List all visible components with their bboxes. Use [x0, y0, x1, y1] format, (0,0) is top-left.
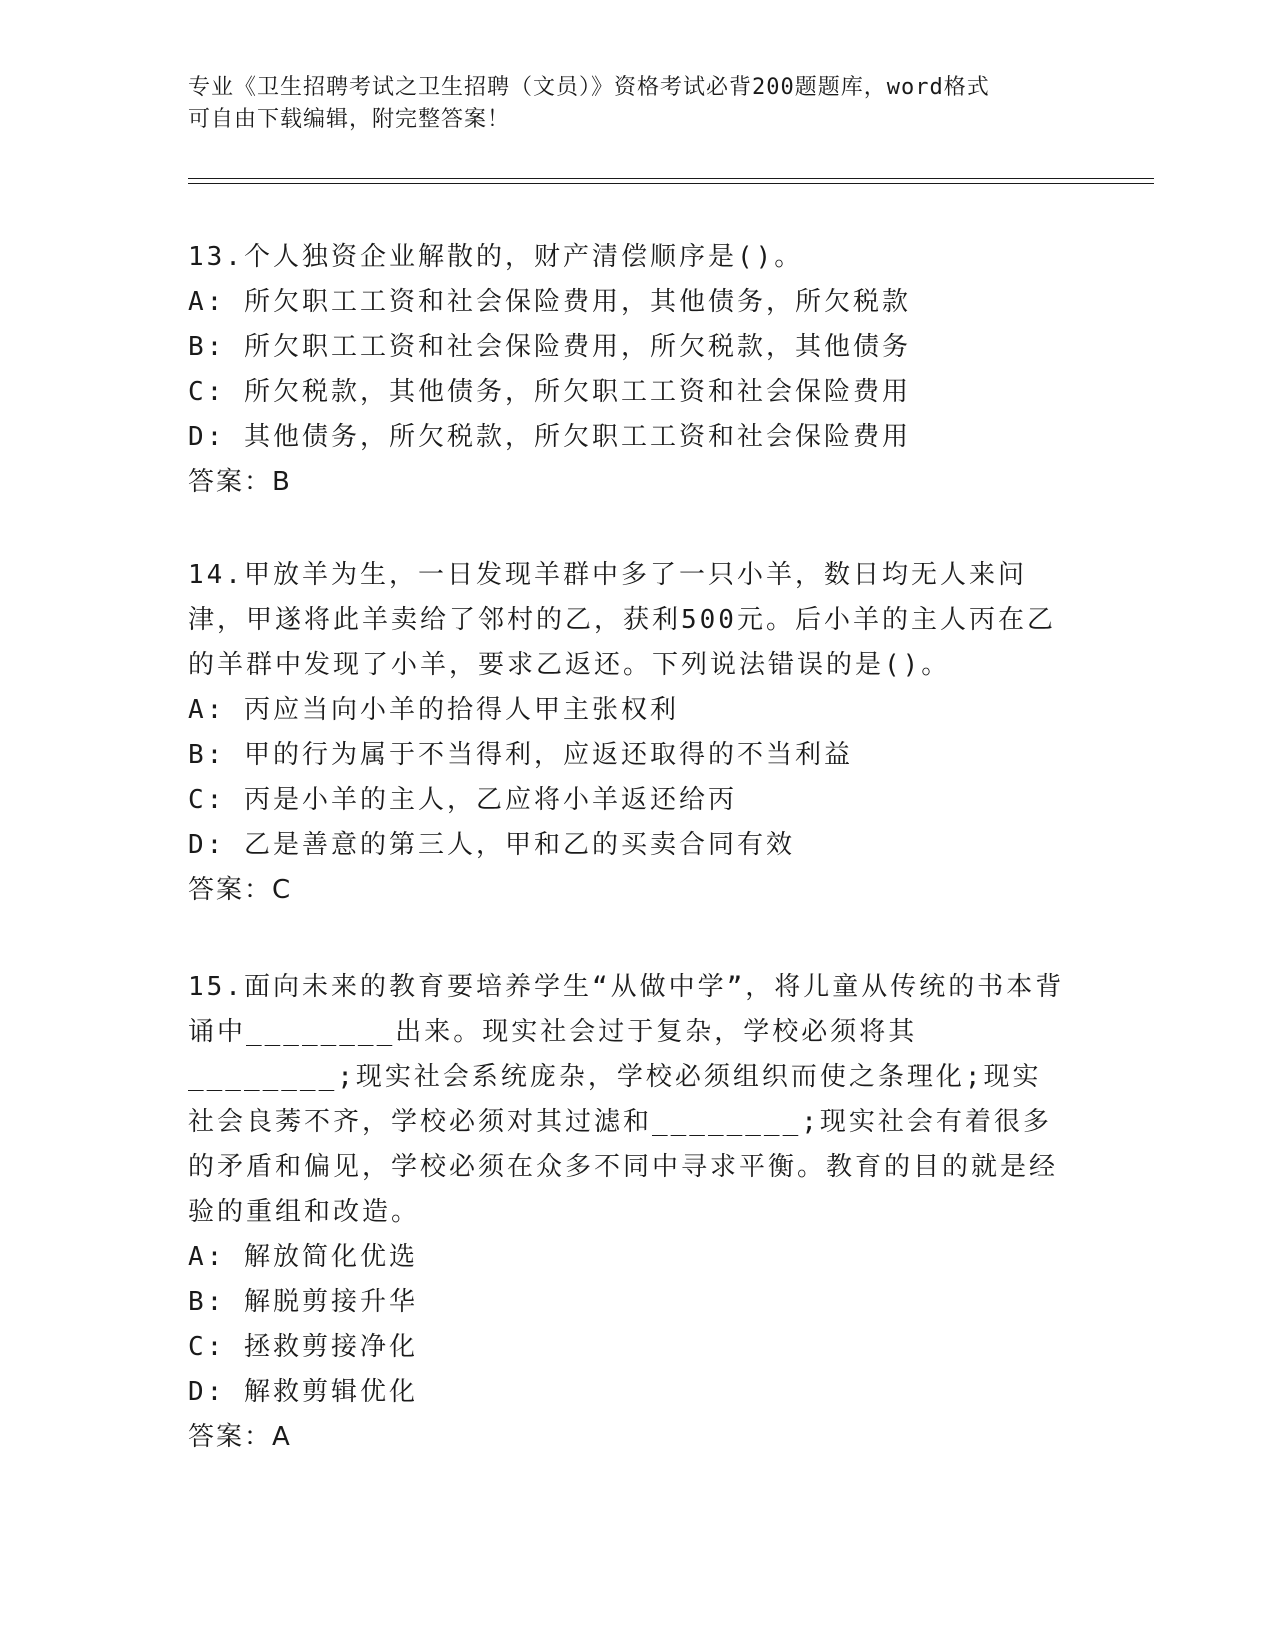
option-a: A: 解放简化优选: [188, 1242, 418, 1272]
option-d: D: 乙是善意的第三人，甲和乙的买卖合同有效: [188, 830, 795, 860]
option-a: A: 丙应当向小羊的拾得人甲主张权利: [188, 695, 679, 725]
option-d: D: 其他债务，所欠税款，所欠职工工资和社会保险费用: [188, 422, 911, 452]
answer: 答案：A: [188, 1422, 292, 1452]
question-stem: 13.个人独资企业解散的，财产清偿顺序是()。: [188, 242, 804, 272]
question-stem: 14.甲放羊为生，一日发现羊群中多了一只小羊，数日均无人来问津，甲遂将此羊卖给了邻村的乙，获利500元。后小羊的主人丙在乙的羊群中发现了小羊，要求乙返还。下列说法错误的是()。: [188, 560, 1056, 680]
option-a: A: 所欠职工工资和社会保险费用，其他债务，所欠税款: [188, 287, 911, 317]
option-b: B: 所欠职工工资和社会保险费用，所欠税款，其他债务: [188, 332, 911, 362]
header-divider-top: [188, 178, 1154, 179]
header-line-1: 专业《卫生招聘考试之卫生招聘（文员）》资格考试必背200题题库，word格式: [188, 75, 990, 100]
answer: 答案：C: [188, 875, 293, 905]
option-c: C: 拯救剪接净化: [188, 1332, 418, 1362]
header-line-2: 可自由下载编辑，附完整答案！: [188, 107, 511, 132]
option-c: C: 所欠税款，其他债务，所欠职工工资和社会保险费用: [188, 377, 911, 407]
option-b: B: 甲的行为属于不当得利，应返还取得的不当利益: [188, 740, 853, 770]
question-stem: 15.面向未来的教育要培养学生“从做中学”，将儿童从传统的书本背诵中________出来。现实社会过于复杂，学校必须将其________;现实社会系统庞杂，学校必须组织而使之条理化;现实社会良莠不齐，学校必须对其过滤和________;现实社会有着很多的矛盾和偏见，学校必须在众多不同中寻求平衡。教育的目的就是经验的重组和改造。: [188, 972, 1065, 1227]
header-divider-bottom: [188, 183, 1154, 184]
answer: 答案：B: [188, 467, 292, 497]
question-13: [188, 235, 1068, 505]
option-c: C: 丙是小羊的主人，乙应将小羊返还给丙: [188, 785, 737, 815]
document-header: [188, 72, 1068, 136]
question-14: [188, 553, 1068, 913]
question-15: [188, 965, 1068, 1460]
option-d: D: 解救剪辑优化: [188, 1377, 418, 1407]
option-b: B: 解脱剪接升华: [188, 1287, 418, 1317]
